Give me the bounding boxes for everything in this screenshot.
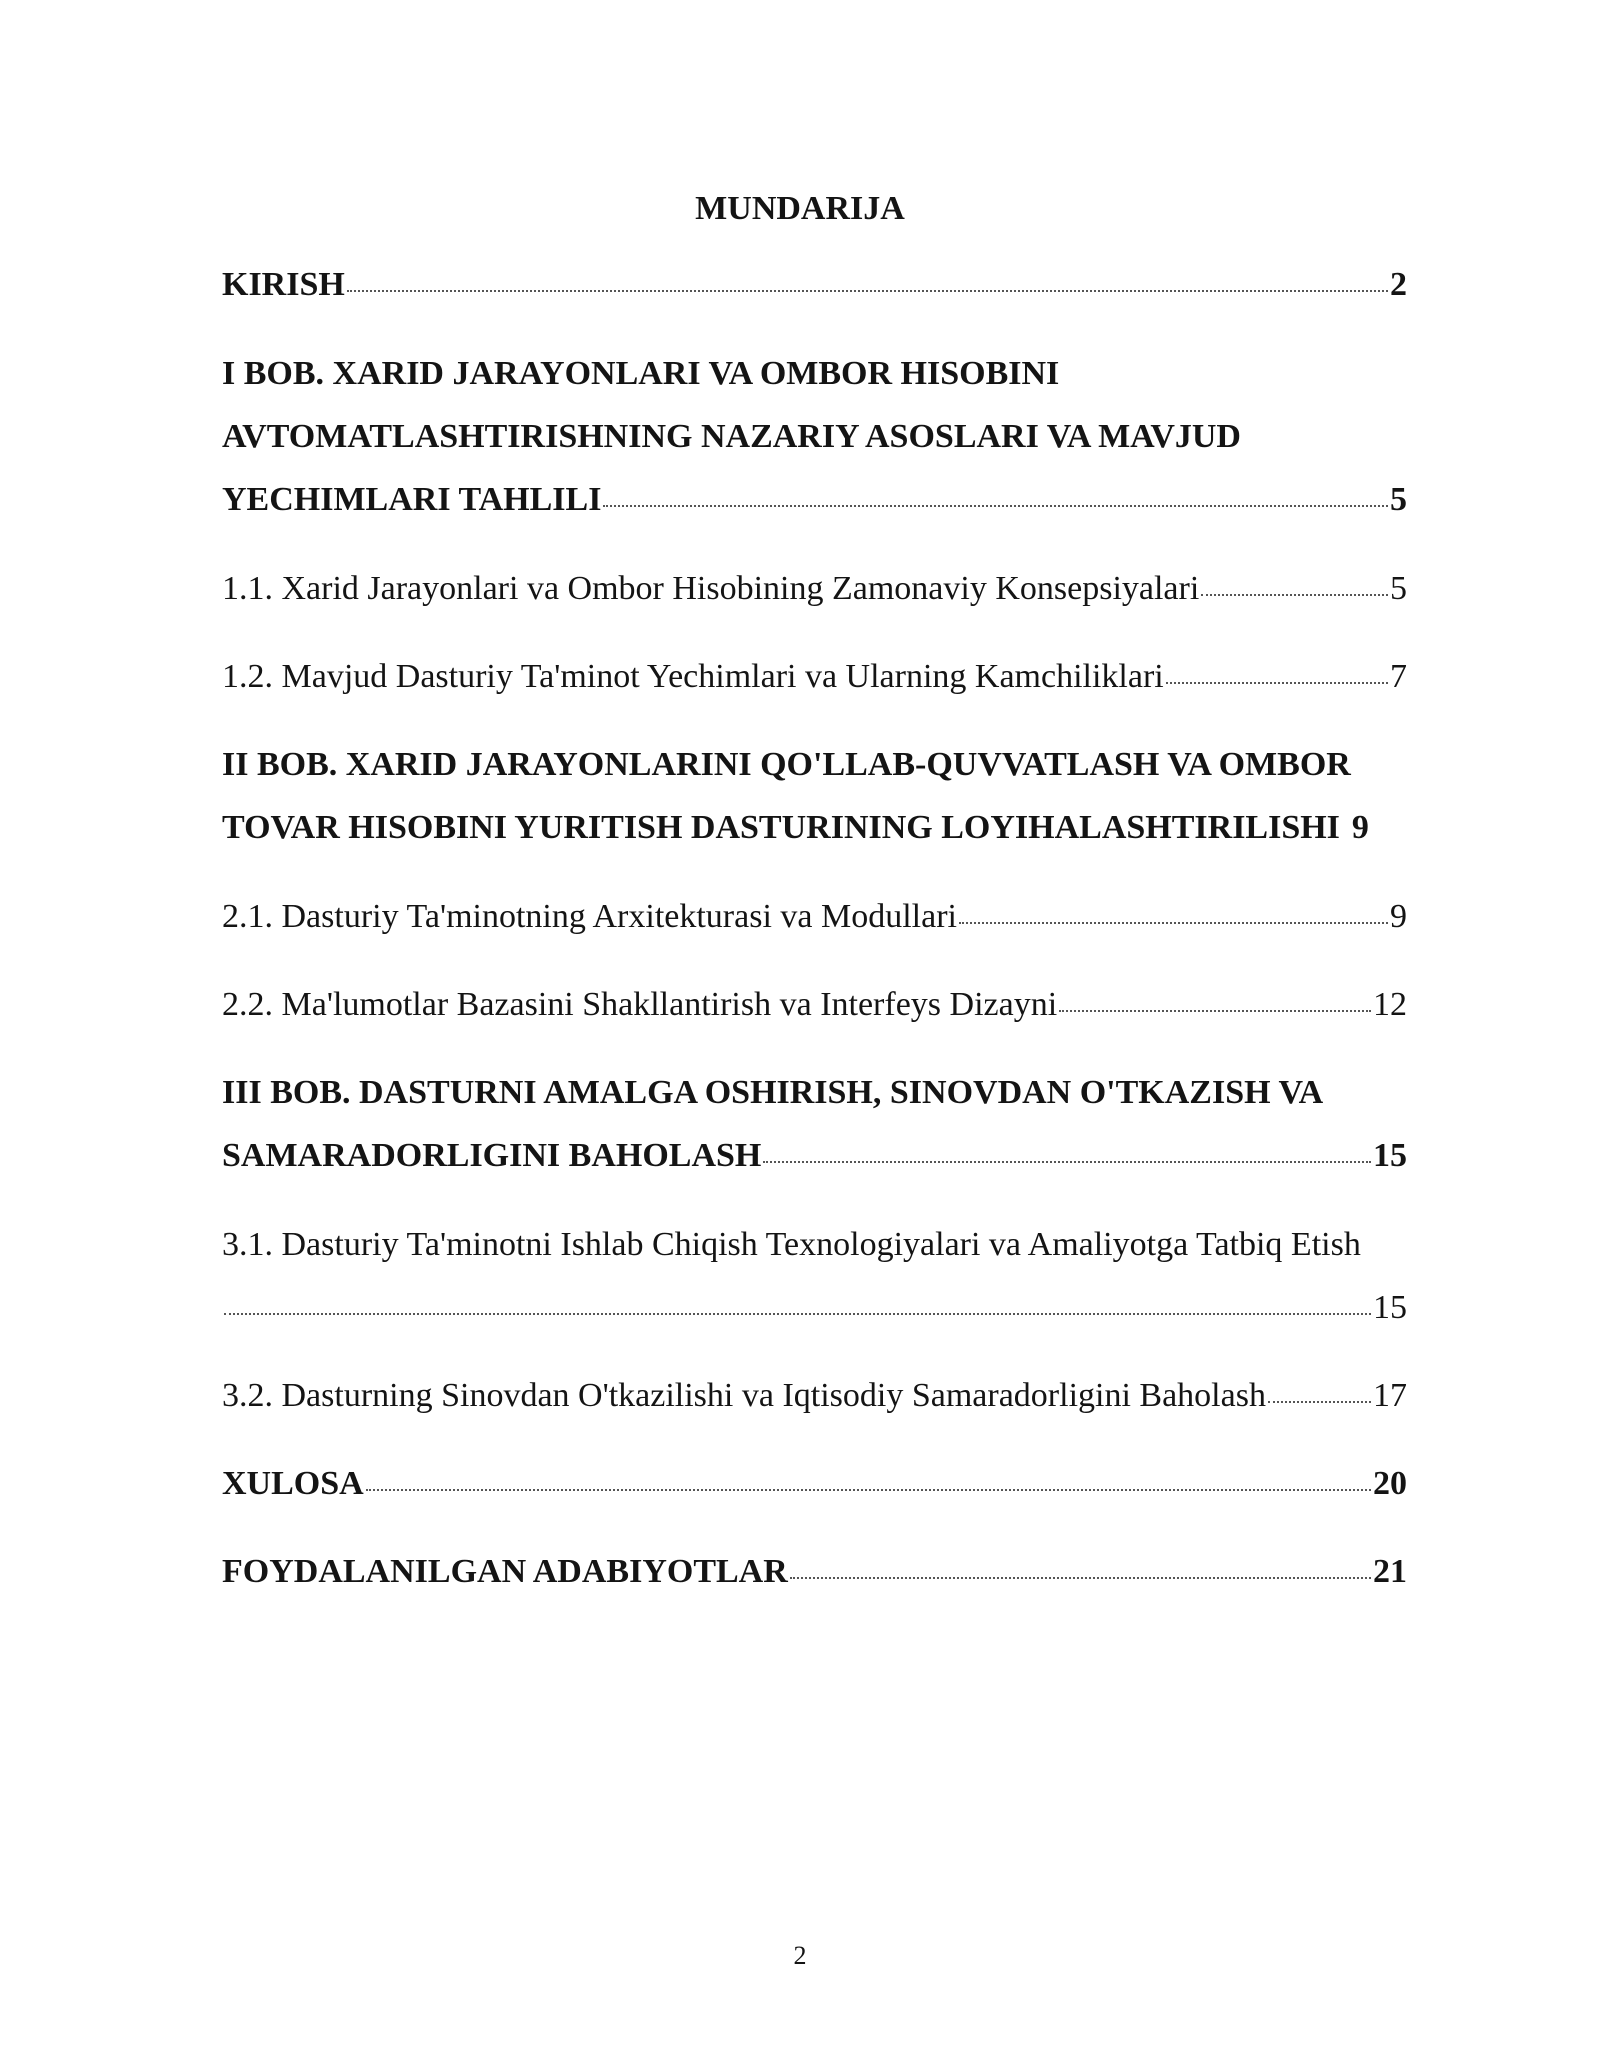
toc-entry-text: II BOB. XARID JARAYONLARINI QO'LLAB-QUVVATLASH VA OMBOR bbox=[222, 746, 1351, 783]
toc-entry-text: FOYDALANILGAN ADABIYOTLAR bbox=[222, 1553, 788, 1590]
toc-entry-line bbox=[222, 1276, 1407, 1339]
toc-entry-line bbox=[222, 1452, 1407, 1515]
toc-page-number: 9 bbox=[1390, 898, 1407, 935]
toc-entry-chapter-2[interactable] bbox=[222, 733, 1462, 859]
toc-entry-text: XULOSA bbox=[222, 1465, 364, 1502]
toc-page-number: 5 bbox=[1390, 570, 1407, 607]
toc-entry-section-2-2[interactable] bbox=[222, 973, 1407, 1036]
toc-page-number: 15 bbox=[1373, 1137, 1407, 1174]
toc-entry-line bbox=[222, 1540, 1407, 1603]
toc-page-number: 20 bbox=[1373, 1465, 1407, 1502]
toc-entry-kirish[interactable] bbox=[222, 253, 1407, 316]
toc-entry-text: SAMARADORLIGINI BAHOLASH bbox=[222, 1137, 762, 1174]
toc-page-number: 5 bbox=[1390, 481, 1407, 518]
toc-page-number: 17 bbox=[1373, 1377, 1407, 1414]
toc-entry-text: I BOB. XARID JARAYONLARI VA OMBOR HISOBINI bbox=[222, 355, 1060, 392]
toc-entry-section-1-1[interactable] bbox=[222, 557, 1407, 620]
footer-page-number: 2 bbox=[793, 1941, 807, 1970]
toc-title: MUNDARIJA bbox=[695, 190, 905, 227]
toc-entry-section-1-2[interactable] bbox=[222, 645, 1407, 708]
toc-entry-section-2-1[interactable] bbox=[222, 885, 1407, 948]
toc-entry-text: AVTOMATLASHTIRISHNING NAZARIY ASOSLARI VA MAVJUD bbox=[222, 418, 1241, 455]
toc-entry-text: 1.2. Mavjud Dasturiy Ta'minot Yechimlari va Ularning Kamchiliklari bbox=[222, 658, 1164, 695]
toc-entry-line bbox=[222, 733, 1462, 796]
dot-leader bbox=[1201, 594, 1388, 596]
toc-entry-chapter-1[interactable] bbox=[222, 342, 1407, 531]
toc-entry-text: YECHIMLARI TAHLILI bbox=[222, 481, 602, 518]
toc-entry-text: 2.2. Ma'lumotlar Bazasini Shakllantirish va Interfeys Dizayni bbox=[222, 986, 1058, 1023]
toc-entry-line bbox=[222, 973, 1407, 1036]
dot-leader bbox=[1268, 1401, 1371, 1403]
toc-page-number: 12 bbox=[1373, 986, 1407, 1023]
dot-leader bbox=[1166, 682, 1388, 684]
toc-entry-line bbox=[222, 1061, 1407, 1124]
toc-entry-text: 2.1. Dasturiy Ta'minotning Arxitekturasi va Modullari bbox=[222, 898, 957, 935]
toc-entry-line bbox=[222, 645, 1407, 708]
toc-entry-line bbox=[222, 1124, 1407, 1187]
dot-leader bbox=[763, 1161, 1371, 1163]
toc-entry-line bbox=[222, 557, 1407, 620]
toc-entry-section-3-1[interactable] bbox=[222, 1213, 1462, 1339]
toc-entry-text: 3.2. Dasturning Sinovdan O'tkazilishi va Iqtisodiy Samaradorligini Baholash bbox=[222, 1377, 1266, 1414]
toc-entry-adabiyotlar[interactable] bbox=[222, 1540, 1407, 1603]
dot-leader bbox=[347, 290, 1388, 292]
toc-entry-line bbox=[222, 405, 1407, 468]
toc-entry-text: 3.1. Dasturiy Ta'minotni Ishlab Chiqish Texnologiyalari va Amaliyotga Tatbiq Etish bbox=[222, 1226, 1361, 1263]
toc-entry-text: TOVAR HISOBINI YURITISH DASTURINING LOYIHALASHTIRILISHI bbox=[222, 809, 1340, 846]
toc-entry-line bbox=[222, 468, 1407, 531]
toc-entry-text: KIRISH bbox=[222, 266, 345, 303]
dot-leader bbox=[603, 505, 1388, 507]
dot-leader bbox=[1059, 1010, 1371, 1012]
toc-entry-xulosa[interactable] bbox=[222, 1452, 1407, 1515]
dot-leader bbox=[366, 1489, 1371, 1491]
dot-leader bbox=[790, 1577, 1371, 1579]
toc-page-number: 15 bbox=[1373, 1289, 1407, 1326]
toc-entry-text: 1.1. Xarid Jarayonlari va Ombor Hisobining Zamonaviy Konsepsiyalari bbox=[222, 570, 1200, 607]
dot-leader bbox=[959, 922, 1388, 924]
toc-page-number: 21 bbox=[1373, 1553, 1407, 1590]
toc-entry-section-3-2[interactable] bbox=[222, 1364, 1407, 1427]
toc-page-number: 7 bbox=[1390, 658, 1407, 695]
toc-entry-line bbox=[222, 253, 1407, 316]
toc-page-number: 9 bbox=[1351, 809, 1369, 846]
toc-entry-text: III BOB. DASTURNI AMALGA OSHIRISH, SINOVDAN O'TKAZISH VA bbox=[222, 1074, 1324, 1111]
toc-entry-line bbox=[222, 342, 1407, 405]
toc-entry-line bbox=[222, 796, 1462, 859]
toc-entry-chapter-3[interactable] bbox=[222, 1061, 1407, 1187]
toc-page-number: 2 bbox=[1390, 266, 1407, 303]
toc-entry-line bbox=[222, 1364, 1407, 1427]
toc-entry-line bbox=[222, 885, 1407, 948]
dot-leader bbox=[224, 1313, 1371, 1315]
toc-entry-line bbox=[222, 1213, 1462, 1276]
